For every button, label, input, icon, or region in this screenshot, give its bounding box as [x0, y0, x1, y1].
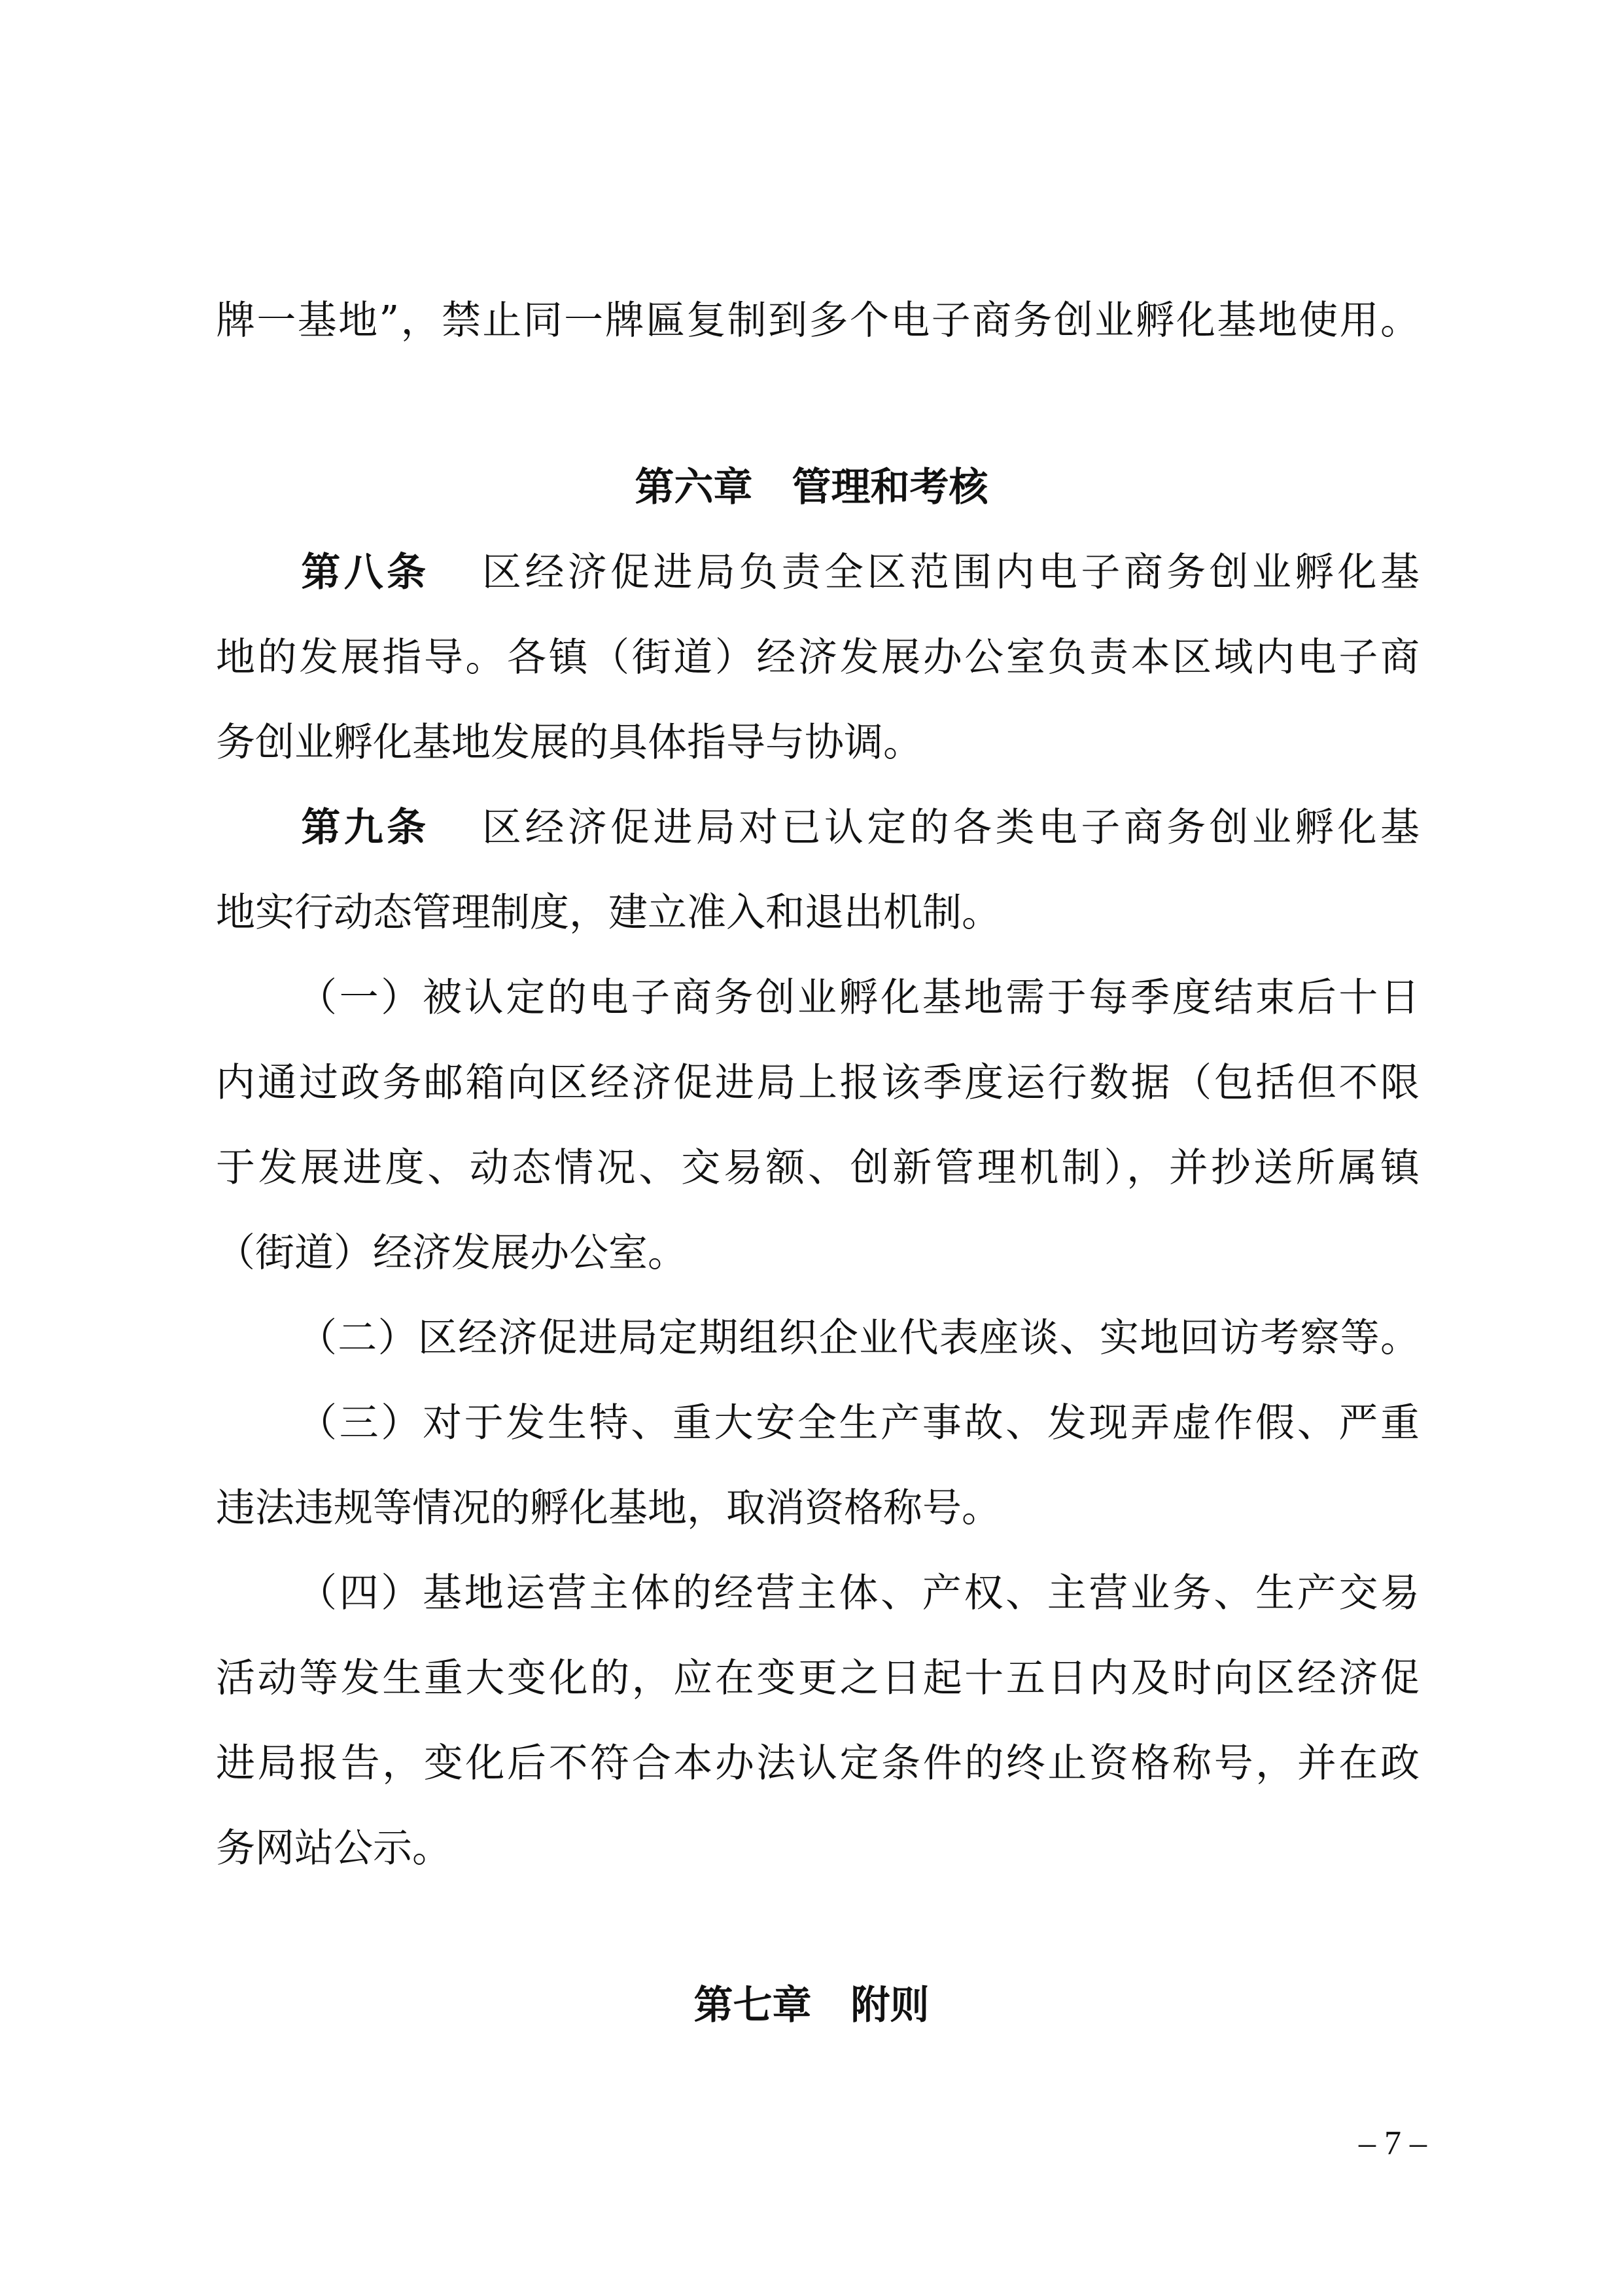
item-one-line-3: 于发展进度、动态情况、交易额、创新管理机制），并抄送所属镇: [216, 1145, 1420, 1191]
paragraph-line: 牌一基地”，禁止同一牌匾复制到多个电子商务创业孵化基地使用。: [216, 298, 1420, 344]
item-three-line-2: 违法违规等情况的孵化基地，取消资格称号。: [216, 1485, 1001, 1531]
chapter-seven-heading: 第七章 附则: [693, 1983, 930, 2028]
item-four-line-4: 务网站公示。: [216, 1826, 451, 1871]
article-nine-label: 第九条: [298, 805, 430, 851]
item-four-line-2: 活动等发生重大变化的，应在变更之日起十五日内及时向区经济促: [216, 1655, 1420, 1701]
article-eight-line-3: 务创业孵化基地发展的具体指导与协调。: [216, 720, 922, 766]
item-four-line-3: 进局报告，变化后不符合本办法认定条件的终止资格称号，并在政: [216, 1740, 1420, 1786]
article-nine-text-1: 区经济促进局对已认定的各类电子商务创业孵化基: [478, 805, 1420, 851]
article-eight-line-1: [216, 550, 1420, 595]
chapter-six-heading: 第六章 管理和考核: [635, 465, 988, 510]
item-four-line-1: （四）基地运营主体的经营主体、产权、主营业务、生产交易: [298, 1570, 1420, 1616]
item-one-line-2: 内通过政务邮箱向区经济促进局上报该季度运行数据（包括但不限: [216, 1060, 1420, 1106]
article-eight-line-2: 地的发展指导。各镇（街道）经济发展办公室负责本区域内电子商: [216, 635, 1420, 680]
item-two-line-1: （二）区经济促进局定期组织企业代表座谈、实地回访考察等。: [298, 1315, 1420, 1361]
page-number: – 7 –: [1359, 2125, 1427, 2162]
article-eight-text-1: 区经济促进局负责全区范围内电子商务创业孵化基: [478, 550, 1420, 595]
article-nine-line-2: 地实行动态管理制度，建立准入和退出机制。: [216, 890, 1001, 936]
article-eight-label: 第八条: [298, 550, 430, 595]
item-one-line-1: （一）被认定的电子商务创业孵化基地需于每季度结束后十日: [298, 975, 1420, 1021]
item-three-line-1: （三）对于发生特、重大安全生产事故、发现弄虚作假、严重: [298, 1400, 1420, 1446]
article-nine-line-1: [216, 805, 1420, 851]
item-one-line-4: （街道）经济发展办公室。: [216, 1230, 687, 1276]
